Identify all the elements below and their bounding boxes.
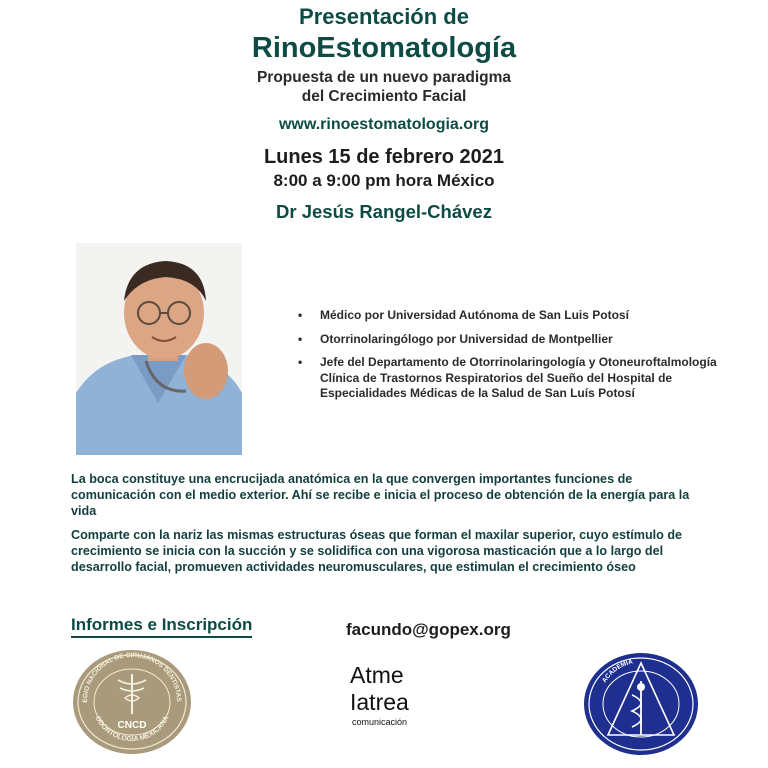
bio-item	[298, 308, 718, 324]
event-date: Lunes 15 de febrero 2021	[263, 146, 505, 168]
subtitle-line-2: del Crecimiento Facial	[301, 88, 467, 105]
cncd-abbr: CNCD	[117, 720, 147, 731]
atme-line-2: Iatrea	[350, 689, 409, 715]
cncd-logo	[71, 648, 193, 756]
cncd-seal-icon	[71, 648, 193, 756]
body-paragraph-2: Comparte con la nariz las mismas estructuras óseas que forman el maxilar superior, cuyo estímulo de crecimiento se inicia con la succión y se solidifica con una vigorosa masticación que a lo largo del desarrollo facial, promueven actividades neuromusculares, que estimulan el crecimiento óseo	[71, 528, 683, 574]
bullet-icon: •	[298, 355, 303, 369]
contact-email[interactable]: facundo@gopex.org	[346, 620, 511, 639]
bio-item	[298, 332, 718, 348]
event-time: 8:00 a 9:00 pm hora México	[273, 171, 495, 190]
atme-line-3: comunicación	[352, 717, 408, 727]
academia-ring-text: ACADEMIA	[601, 658, 634, 685]
bio-list	[298, 308, 718, 410]
bio-item-text: Médico por Universidad Autónoma de San Luis Potosí	[320, 308, 629, 322]
academia-logo	[582, 651, 700, 757]
speaker-portrait-icon	[76, 243, 242, 455]
page-title: RinoEstomatología	[251, 32, 517, 64]
subtitle-line-1: Propuesta de un nuevo paradigma	[256, 69, 512, 86]
contact-heading: Informes e Inscripción	[71, 614, 252, 638]
website-link[interactable]: www.rinoestomatologia.org	[278, 116, 490, 133]
bullet-icon: •	[298, 308, 303, 322]
bio-item-text: Jefe del Departamento de Otorrinolaringología y Otoneuroftalmología Clínica de Trastornos Respiratorios del Sueño del Hospital de Especialidades Médicas de la Salud de San Luís Potosí	[320, 355, 717, 400]
academia-seal-icon	[582, 651, 700, 757]
cncd-bottom-text: ODONTOLOGÍA MEXICANA	[93, 715, 171, 744]
cncd-ring-text: EGIO NACIONAL DE CIRUJANOS DENTISTAS	[81, 651, 183, 703]
subtitle	[0, 68, 768, 106]
speaker-photo	[76, 243, 242, 455]
bio-item-text: Otorrinolaringólogo por Universidad de Montpellier	[320, 331, 613, 346]
atme-line-1: Atme	[350, 662, 404, 688]
atme-iatrea-logo	[350, 662, 409, 728]
bio-item	[298, 355, 718, 402]
body-paragraph-1: La boca constituye una encrucijada anatómica en la que convergen importantes funciones de comunicación con el medio exterior. Ahí se recibe e inicia el proceso de obtención de la energía para la vida	[71, 472, 690, 518]
bullet-icon: •	[298, 331, 303, 346]
pre-title: Presentación de	[299, 4, 469, 29]
speaker-name: Dr Jesús Rangel-Chávez	[276, 201, 492, 222]
